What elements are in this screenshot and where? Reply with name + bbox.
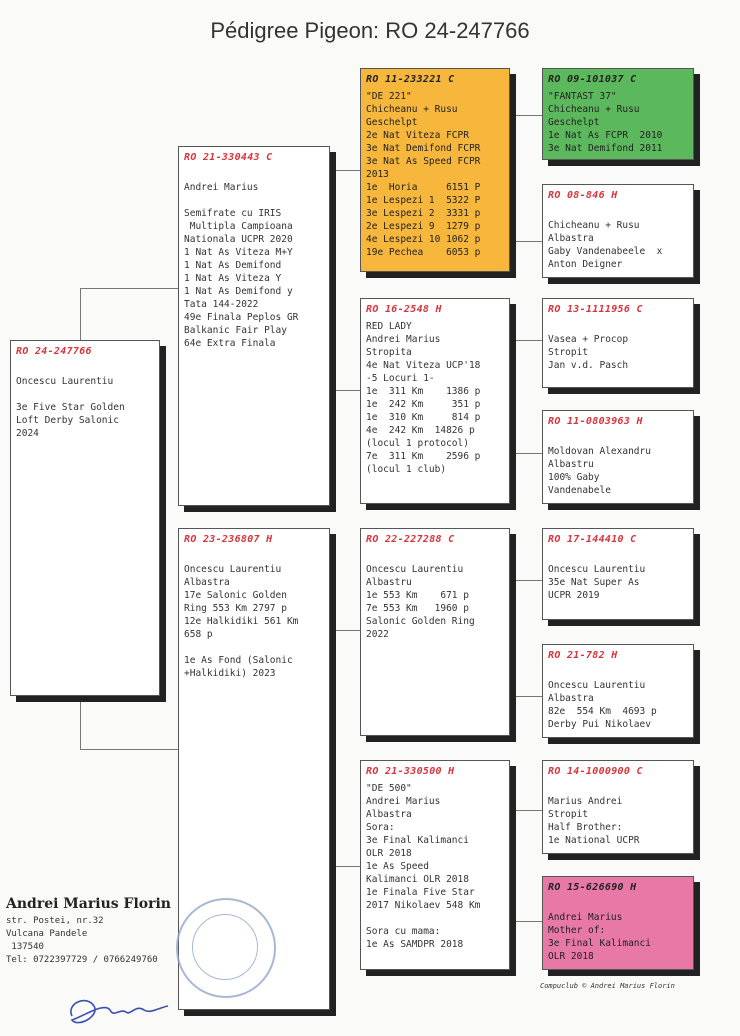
card-line: Salonic Golden Ring xyxy=(366,616,475,627)
card-line: 1e As Fond (Salonic xyxy=(184,655,293,666)
card-line: 3e Lespezi 2 3331 p xyxy=(366,208,481,219)
card-line: Albastra xyxy=(366,809,412,820)
card-line: 3e Five Star Golden xyxy=(16,402,125,413)
card-line: 2013 xyxy=(366,169,389,180)
connector xyxy=(512,810,543,922)
card-line: 35e Nat Super As xyxy=(548,577,640,588)
card-line: 64e Extra Finala xyxy=(184,338,276,349)
ring-number: RO 11-233221 C xyxy=(366,74,455,85)
card-line: 1e 553 Km 671 p xyxy=(366,590,469,601)
card-line: 1e National UCPR xyxy=(548,835,640,846)
card-line xyxy=(548,550,688,563)
card-line: "FANTAST 37" xyxy=(548,91,617,102)
breeder-phone: Tel: 0722397729 / 0766249760 xyxy=(6,955,158,965)
card-line: Geschelpt xyxy=(366,117,418,128)
card-line: RED LADY xyxy=(366,321,412,332)
card-line: 3e Nat Demifond FCPR xyxy=(366,143,481,154)
card-line xyxy=(548,782,688,795)
card-line xyxy=(548,432,688,445)
pigeon-card-dds xyxy=(542,760,694,854)
card-line: (locul 1 club) xyxy=(366,464,447,475)
card-line: Sora cu mama: xyxy=(366,926,441,937)
card-line: Oncescu Laurentiu xyxy=(548,564,646,575)
card-line: Kalimanci OLR 2018 xyxy=(366,874,469,885)
card-line: 1 Nat As Viteza M+Y xyxy=(184,247,293,258)
card-line: Albastra xyxy=(548,233,594,244)
signature-icon xyxy=(64,986,174,1030)
card-line: -5 Locuri 1- xyxy=(366,373,435,384)
breeder-street: str. Postei, nr.32 xyxy=(6,916,104,926)
card-line: 4e Nat Viteza UCP'18 xyxy=(366,360,481,371)
card-line xyxy=(548,666,688,679)
pigeon-card-sss xyxy=(542,68,694,160)
ring-number: RO 21-330500 H xyxy=(366,766,455,777)
ring-number: RO 08-846 H xyxy=(548,190,618,201)
card-line: 4e 242 Km 14826 p xyxy=(366,425,475,436)
connector xyxy=(332,630,361,867)
ring-number: RO 13-1111956 C xyxy=(548,304,643,315)
card-line: Stropita xyxy=(366,347,412,358)
card-line: 1e As Speed xyxy=(366,861,429,872)
card-line: Anton Deigner xyxy=(548,259,623,270)
card-line: 12e Halkidiki 561 Km xyxy=(184,616,299,627)
card-line: Oncescu Laurentiu xyxy=(16,376,114,387)
card-line: 4e Lespezi 10 1062 p xyxy=(366,234,481,245)
card-line: Chicheanu + Rusu xyxy=(548,220,640,231)
ring-number: RO 17-144410 C xyxy=(548,534,637,545)
card-line: 1e 310 Km 814 p xyxy=(366,412,481,423)
card-line: Marius Andrei xyxy=(548,796,623,807)
card-line: 49e Finala Peplos GR xyxy=(184,312,299,323)
card-line: Ring 553 Km 2797 p xyxy=(184,603,287,614)
pigeon-card-sds xyxy=(542,298,694,388)
card-line xyxy=(184,641,324,654)
card-line: Albastra xyxy=(548,693,594,704)
card-line: 1e As SAMDPR 2018 xyxy=(366,939,464,950)
card-line: (locul 1 protocol) xyxy=(366,438,469,449)
card-line: 2017 Nikolaev 548 Km xyxy=(366,900,481,911)
card-line: 2024 xyxy=(16,428,39,439)
card-line: 1e 242 Km 351 p xyxy=(366,399,481,410)
connector xyxy=(332,170,360,171)
pigeon-card-sire xyxy=(178,146,330,506)
card-line: +Halkidiki) 2023 xyxy=(184,668,276,679)
ring-number: RO 21-782 H xyxy=(548,650,618,661)
ring-number: RO 09-101037 C xyxy=(548,74,637,85)
connector xyxy=(512,340,543,454)
ring-number: RO 22-227288 C xyxy=(366,534,455,545)
ring-number: RO 16-2548 H xyxy=(366,304,442,315)
card-line: 1 Nat As Demifond y xyxy=(184,286,293,297)
card-line: OLR 2018 xyxy=(366,848,412,859)
pigeon-card-sire-dam xyxy=(360,298,510,504)
card-line: "DE 221" xyxy=(366,91,412,102)
card-line: Andrei Marius xyxy=(548,912,623,923)
round-stamp-icon xyxy=(176,898,276,998)
card-line: Semifrate cu IRIS xyxy=(184,208,282,219)
card-line: Vandenabele xyxy=(548,485,611,496)
card-line: 3e Nat As Speed FCPR xyxy=(366,156,481,167)
card-line: 3e Final Kalimanci xyxy=(366,835,469,846)
card-line: 1e Horia 6151 P xyxy=(366,182,481,193)
card-line: 1e 311 Km 1386 p xyxy=(366,386,481,397)
card-line xyxy=(548,206,688,219)
card-line xyxy=(548,320,688,333)
breeder-name: Andrei Marius Florin xyxy=(6,896,171,912)
card-line: Vasea + Procop xyxy=(548,334,629,345)
card-line: 2e Nat Viteza FCPR xyxy=(366,130,469,141)
card-line: Andrei Marius xyxy=(366,796,441,807)
card-line xyxy=(366,550,504,563)
pigeon-card-ddd xyxy=(542,876,694,970)
card-line: 1 Nat As Demifond xyxy=(184,260,282,271)
breeder-zip: 137540 xyxy=(6,942,44,952)
card-line: 7e 311 Km 2596 p xyxy=(366,451,481,462)
card-line: Tata 144-2022 xyxy=(184,299,259,310)
card-line: Oncescu Laurentiu xyxy=(548,680,646,691)
card-line: Jan v.d. Pasch xyxy=(548,360,629,371)
card-line: 1 Nat As Viteza Y xyxy=(184,273,282,284)
card-line: Multipla Campioana xyxy=(184,221,293,232)
card-line: Geschelpt xyxy=(548,117,600,128)
pigeon-card-subject xyxy=(10,340,160,696)
card-line xyxy=(548,898,688,911)
pigeon-card-ssd xyxy=(542,184,694,278)
card-line: Gaby Vandenabeele x xyxy=(548,246,663,257)
card-line: Andrei Marius xyxy=(184,182,259,193)
ring-number: RO 21-330443 C xyxy=(184,152,273,163)
card-line: Balkanic Fair Play xyxy=(184,325,287,336)
card-line: "DE 500" xyxy=(366,783,412,794)
card-line: UCPR 2019 xyxy=(548,590,600,601)
card-line: Loft Derby Salonic xyxy=(16,415,119,426)
connector xyxy=(332,170,361,390)
pigeon-card-dam-dam xyxy=(360,760,510,970)
card-line xyxy=(16,362,154,375)
card-line: 3e Final Kalimanci xyxy=(548,938,651,949)
card-line: Mother of: xyxy=(548,925,606,936)
card-line xyxy=(366,912,504,925)
card-line: 100% Gaby xyxy=(548,472,600,483)
card-line: 3e Nat Demifond 2011 xyxy=(548,143,663,154)
ring-number: RO 24-247766 xyxy=(16,346,92,357)
pigeon-card-dss xyxy=(542,528,694,620)
card-line: Sora: xyxy=(366,822,395,833)
card-line xyxy=(184,550,324,563)
card-line: Oncescu Laurentiu xyxy=(366,564,464,575)
page-title: Pédigree Pigeon: RO 24-247766 xyxy=(210,18,530,43)
ring-number: RO 15-626690 H xyxy=(548,882,637,893)
card-line: Nationala UCPR 2020 xyxy=(184,234,293,245)
card-line: OLR 2018 xyxy=(548,951,594,962)
card-line: 658 p xyxy=(184,629,213,640)
card-line: 1e Lespezi 1 5322 P xyxy=(366,195,481,206)
card-line xyxy=(184,168,324,181)
card-line: 2022 xyxy=(366,629,389,640)
card-line: Albastru xyxy=(548,459,594,470)
card-line: Chicheanu + Rusu xyxy=(366,104,458,115)
card-line: Stropit xyxy=(548,809,589,820)
card-line: 17e Salonic Golden xyxy=(184,590,287,601)
card-line: 82e 554 Km 4693 p xyxy=(548,706,657,717)
card-line: 7e 553 Km 1960 p xyxy=(366,603,469,614)
card-line: Half Brother: xyxy=(548,822,623,833)
connector xyxy=(332,390,360,391)
card-line: Andrei Marius xyxy=(366,334,441,345)
ring-number: RO 11-0803963 H xyxy=(548,416,643,427)
connector xyxy=(512,580,543,697)
breeder-city: Vulcana Pandele xyxy=(6,929,88,939)
card-line: 2e Lespezi 9 1279 p xyxy=(366,221,481,232)
card-line: Derby Pui Nikolaev xyxy=(548,719,651,730)
pigeon-card-dsd xyxy=(542,644,694,738)
card-line: Stropit xyxy=(548,347,589,358)
card-line xyxy=(184,194,324,207)
ring-number: RO 14-1000900 C xyxy=(548,766,643,777)
pigeon-card-sdd xyxy=(542,410,694,504)
card-line: Oncescu Laurentiu xyxy=(184,564,282,575)
card-line xyxy=(16,388,154,401)
pigeon-card-sire-sire xyxy=(360,68,510,272)
card-line: Moldovan Alexandru xyxy=(548,446,651,457)
card-line: Albastru xyxy=(366,577,412,588)
card-line: 1e Nat As FCPR 2010 xyxy=(548,130,663,141)
card-line: Chicheanu + Rusu xyxy=(548,104,640,115)
pigeon-card-dam-sire xyxy=(360,528,510,736)
card-line: 1e Finala Five Star xyxy=(366,887,475,898)
card-line: Albastra xyxy=(184,577,230,588)
card-line: 19e Pechea 6053 p xyxy=(366,247,481,258)
ring-number: RO 23-236807 H xyxy=(184,534,273,545)
connector xyxy=(512,115,543,242)
copyright-note: Compuclub © Andrei Marius Florin xyxy=(540,982,675,990)
